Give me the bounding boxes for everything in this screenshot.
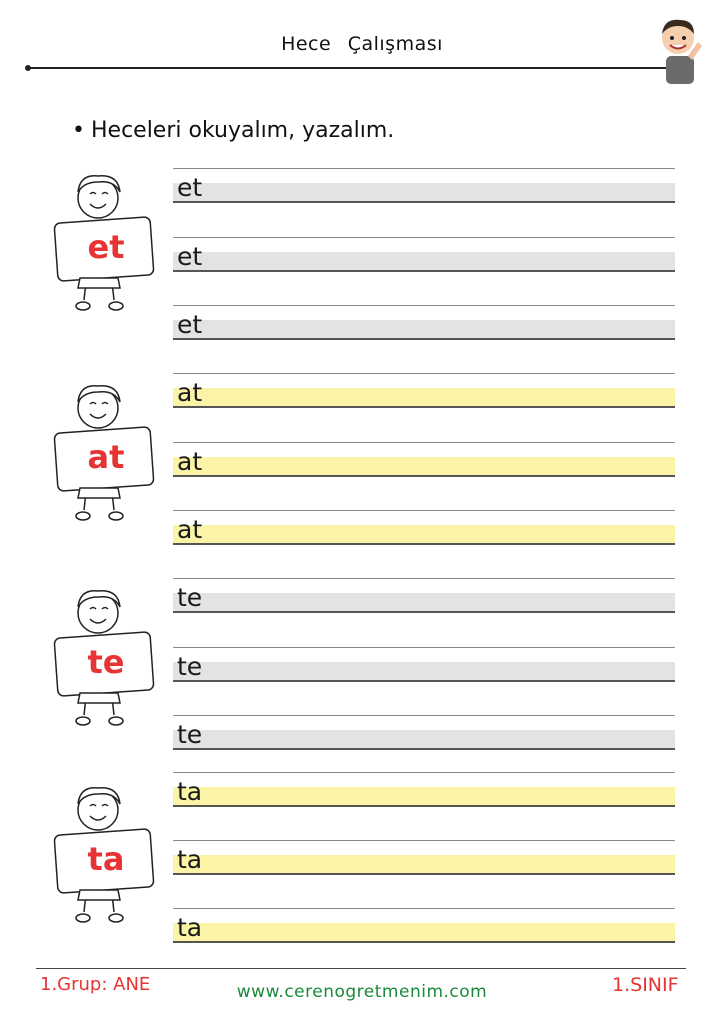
trace-syllable: ta <box>177 845 203 874</box>
trace-syllable: at <box>177 447 203 476</box>
writing-line[interactable] <box>173 840 675 876</box>
writing-line[interactable] <box>173 237 675 273</box>
sign-syllable: at <box>87 438 125 476</box>
writing-line[interactable] <box>173 908 675 944</box>
trace-syllable: at <box>177 378 203 407</box>
footer-grade-label: 1.SINIF <box>612 974 679 996</box>
header-divider <box>28 67 668 69</box>
writing-line[interactable] <box>173 510 675 546</box>
sign-syllable: te <box>87 643 125 681</box>
kid-with-sign <box>50 585 160 735</box>
kid-with-sign <box>50 170 160 320</box>
writing-line[interactable] <box>173 305 675 341</box>
trace-syllable: at <box>177 515 203 544</box>
sign-syllable: ta <box>87 840 125 878</box>
kid-with-sign <box>50 380 160 530</box>
avatar-icon <box>652 12 704 84</box>
instruction <box>72 118 394 143</box>
writing-line[interactable] <box>173 373 675 409</box>
writing-line[interactable] <box>173 442 675 478</box>
trace-syllable: ta <box>177 913 203 942</box>
trace-syllable: te <box>177 652 203 681</box>
instruction-text: Heceleri okuyalım, yazalım. <box>90 118 395 143</box>
trace-syllable: te <box>177 583 203 612</box>
trace-syllable: ta <box>177 777 203 806</box>
trace-syllable: et <box>177 173 203 202</box>
footer-website-link[interactable]: www.cerenogretmenim.com <box>236 982 488 1002</box>
bullet: • <box>72 118 85 143</box>
footer-group-label: 1.Grup: ANE <box>40 974 151 995</box>
writing-line[interactable] <box>173 647 675 683</box>
trace-syllable: et <box>177 242 203 271</box>
sign-syllable: et <box>87 228 125 266</box>
page-title: Hece Çalışması <box>281 33 443 55</box>
writing-line[interactable] <box>173 168 675 204</box>
footer-divider <box>36 968 686 969</box>
writing-line[interactable] <box>173 772 675 808</box>
trace-syllable: te <box>177 720 203 749</box>
kid-with-sign <box>50 782 160 932</box>
writing-line[interactable] <box>173 715 675 751</box>
writing-line[interactable] <box>173 578 675 614</box>
trace-syllable: et <box>177 310 203 339</box>
